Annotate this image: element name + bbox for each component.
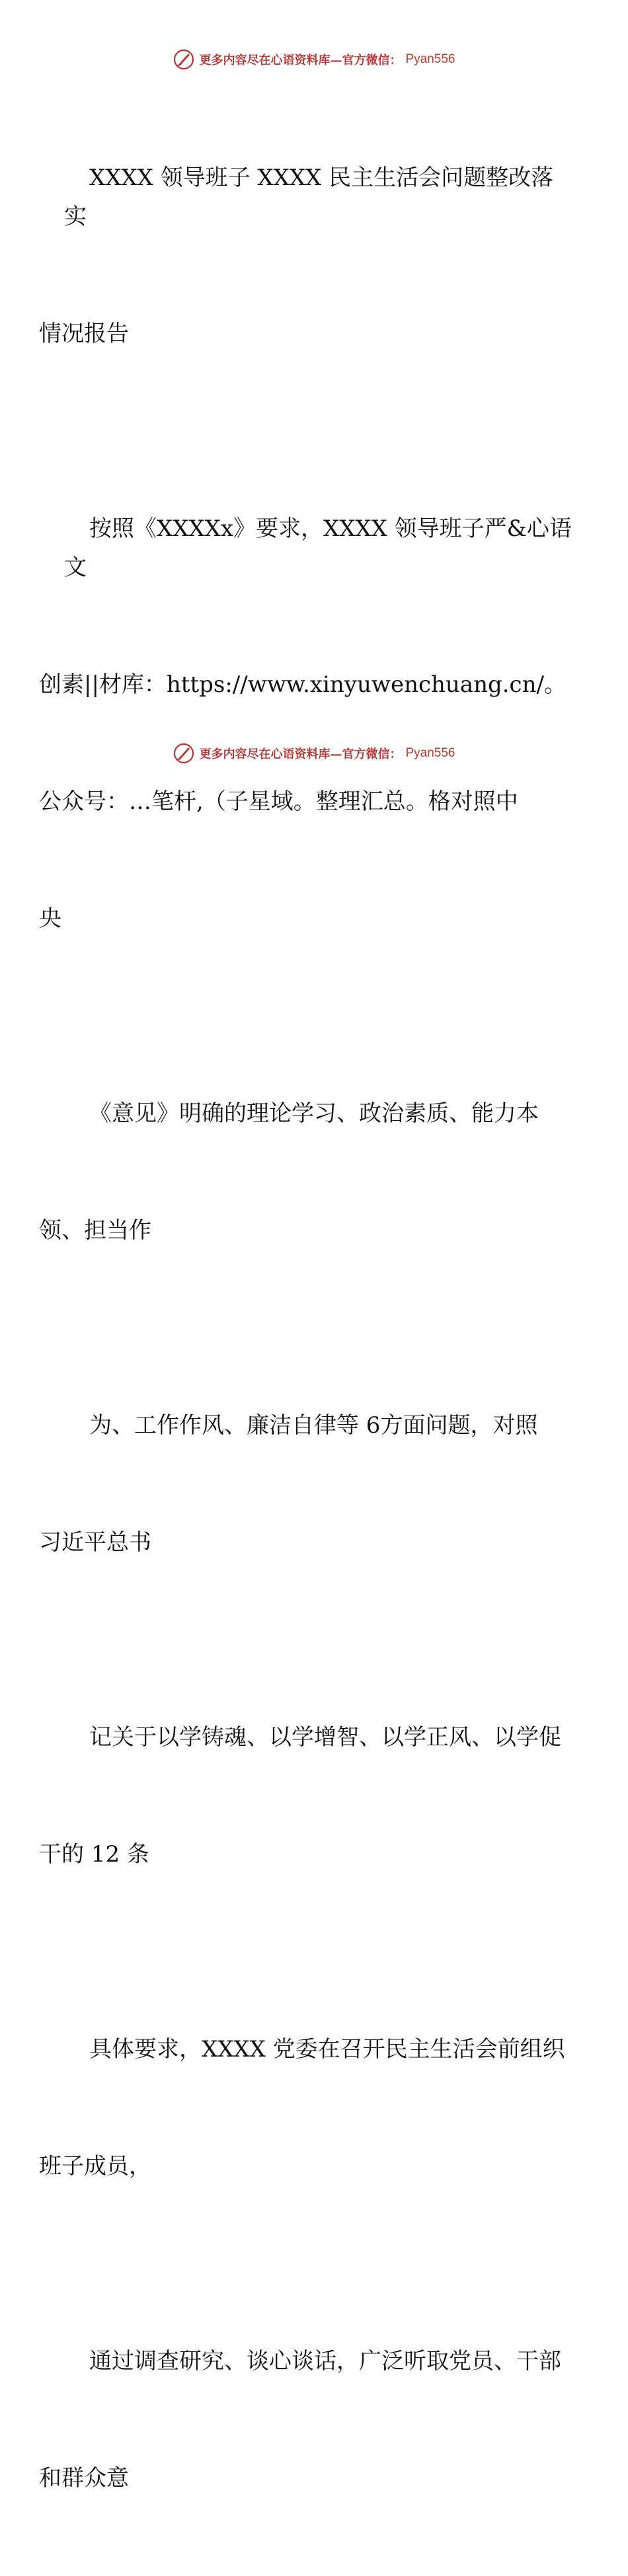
paragraph-line: 按照《XXXXx》要求，XXXX 领导班子严&心语文 [64,515,572,581]
paragraph-line: 领、担当作 [39,1217,151,1244]
document-body [39,81,573,2576]
paragraph [39,2264,573,2576]
paragraph [39,1016,573,1328]
paragraph-line: 创素||材库：https://www.xinyuwenchuang.cn/。 [39,671,567,698]
paragraph-line: 公众号：…笔杆,（子星域。整理汇总。格对照中 [39,788,518,815]
header-banner [0,46,628,73]
quill-logo-icon [173,742,195,765]
paragraph-line: XXXX 领导班子 XXXX 民主生活会问题整改落实 [64,165,554,230]
paragraph [39,432,573,1016]
paragraph-line: 和群众意 [39,2465,129,2491]
paragraph [39,1328,573,1640]
paragraph-line: 情况报告 [39,321,129,347]
quill-logo-icon [173,48,195,71]
paragraph-title [39,81,573,432]
banner-wechat-id: Pyan556 [405,52,455,66]
paragraph-line: 为、工作作风、廉洁自律等 6方面问题，对照 [89,1412,538,1439]
paragraph [39,1952,573,2264]
paragraph-line: 习近平总书 [39,1529,151,1556]
paragraph-line: 班子成员， [39,2153,151,2179]
paragraph-line: 记关于以学铸魂、以学增智、以学正风、以学促 [89,1724,561,1751]
footer-banner [0,740,628,767]
paragraph-line: 《意见》明确的理论学习、政治素质、能力本 [89,1100,539,1127]
paragraph-line: 央 [39,905,61,932]
banner-text: 更多内容尽在心语资料库—官方微信： [199,54,402,67]
paragraph-line: 具体要求，XXXX 党委在召开民主生活会前组织 [89,2036,565,2063]
banner-text: 更多内容尽在心语资料库—官方微信： [199,747,402,761]
paragraph-line: 通过调查研究、谈心谈话，广泛听取党员、干部 [89,2348,561,2374]
banner-wechat-id: Pyan556 [405,746,455,760]
paragraph-line: 干的 12 条 [39,1841,149,1868]
paragraph [39,1640,573,1952]
